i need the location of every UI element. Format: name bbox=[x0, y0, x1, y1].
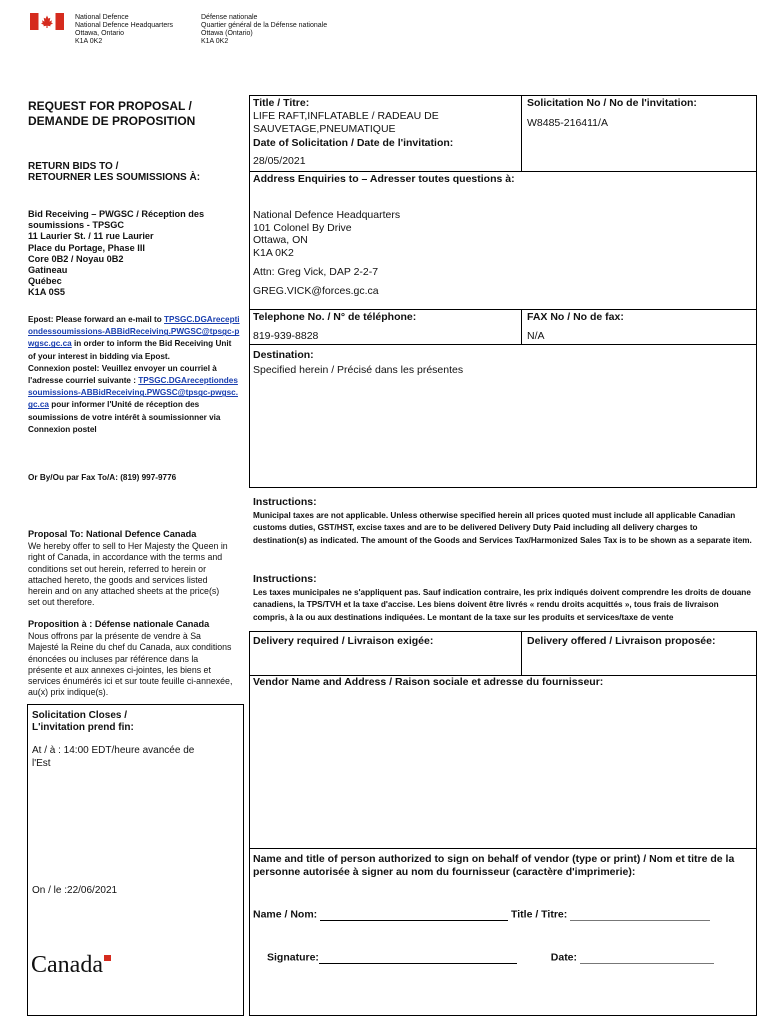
enquiries-line: National Defence Headquarters bbox=[253, 209, 401, 221]
closes-date: On / le :22/06/2021 bbox=[32, 885, 118, 896]
proposition-heading: Proposition à : Défense nationale Canada bbox=[28, 619, 210, 629]
epost-block bbox=[28, 314, 240, 436]
contact-email[interactable]: GREG.VICK@forces.gc.ca bbox=[253, 285, 379, 297]
title2-label: Title / Titre: bbox=[511, 908, 568, 921]
solicitation-value: W8485-216411/A bbox=[527, 117, 608, 129]
attn-line: Attn: Greg Vick, DAP 2-2-7 bbox=[253, 266, 379, 278]
title-label: Title / Titre: bbox=[253, 97, 310, 109]
date-field[interactable] bbox=[580, 951, 714, 964]
name-field[interactable] bbox=[320, 908, 508, 921]
title-field[interactable] bbox=[570, 908, 710, 921]
closes-time: At / à : 14:00 EDT/heure avancée de l'Est bbox=[32, 745, 195, 769]
closes-heading: Solicitation Closes / L'invitation prend fin: bbox=[32, 710, 134, 733]
signature-row bbox=[267, 951, 757, 964]
date-label: Date of Solicitation / Date de l'invitation: bbox=[253, 137, 454, 149]
bid-receiving-address: Bid Receiving – PWGSC / Réception des soumissions - TPSGC 11 Laurier St. / 11 rue Laurier Place du Portage, Phase III Core 0B2 / Noyau 0B2 Gatineau Québec K1A 0S5 bbox=[28, 209, 205, 298]
telephone-value: 819-939-8828 bbox=[253, 330, 319, 342]
instructions-en: Municipal taxes are not applicable. Unless otherwise specified herein all prices quoted must include all applicable Canadian customs duties, GST/HST, excise taxes and are to be delivered Delivery Duty Paid including all delivery charges to destination(s) as indicated. The amount of the Goods and Services Tax/Harmonized Sales Tax is to be shown as a separate item. bbox=[253, 511, 752, 545]
title-value: LIFE RAFT,INFLATABLE / RADEAU DE SAUVETAGE,PNEUMATIQUE bbox=[253, 110, 439, 135]
destination-value: Specified herein / Précisé dans les présentes bbox=[253, 364, 464, 376]
enquiries-line: 101 Colonel By Drive bbox=[253, 221, 352, 234]
delivery-offered-label: Delivery offered / Livraison proposée: bbox=[527, 635, 716, 647]
wordmark-flag-icon bbox=[104, 955, 111, 961]
date2-label: Date: bbox=[550, 951, 578, 964]
faxno-value: N/A bbox=[527, 330, 545, 342]
canada-wordmark bbox=[31, 952, 111, 979]
enquiries-line: Ottawa, ON bbox=[253, 234, 308, 246]
telephone-label: Telephone No. / N° de téléphone: bbox=[253, 311, 417, 323]
solicitation-label: Solicitation No / No de l'invitation: bbox=[527, 97, 697, 109]
proposal-heading: Proposal To: National Defence Canada bbox=[28, 529, 197, 539]
enquiries-label: Address Enquiries to – Adresser toutes questions à: bbox=[253, 173, 515, 185]
enquiries-line: K1A 0K2 bbox=[253, 246, 294, 259]
connexion-after: pour informer l'Unité de réception des soumissions de votre intérêt à soumissionner via Connexion postel bbox=[28, 400, 221, 434]
fax-line: Or By/Ou par Fax To/A: (819) 997-9776 bbox=[28, 473, 177, 482]
faxno-label: FAX No / No de fax: bbox=[527, 311, 624, 323]
epost-intro: Epost: Please forward an e-mail to bbox=[28, 315, 162, 324]
proposition-text: Nous offrons par la présente de vendre à Sa Majesté la Reine du chef du Canada, aux conditions énoncées ou incluses par référence dans la présente et aux annexes ci-jointes, les biens et services énumérés ici et sur toute feuille ci-annexée, au(x) prix indique(s). bbox=[28, 631, 233, 698]
header-en bbox=[75, 14, 195, 46]
name-row bbox=[253, 908, 753, 921]
instructions-label-fr: Instructions: bbox=[253, 573, 317, 585]
canada-wordmark-text: Canada bbox=[31, 952, 103, 978]
signature-field[interactable] bbox=[319, 951, 517, 964]
canada-flag-icon bbox=[30, 13, 64, 30]
connexion-email-link[interactable]: TPSGC.DGAreceptiondessoumissions-ABBidReceiving.PWGSC@tpsgc-pwgsc.gc.ca bbox=[28, 376, 238, 410]
destination-label: Destination: bbox=[253, 349, 314, 361]
enquiries-address bbox=[253, 209, 400, 259]
delivery-required-label: Delivery required / Livraison exigée: bbox=[253, 635, 434, 647]
header-en-line: National Defence Headquarters bbox=[75, 22, 174, 29]
connexion-intro: Connexion postel: Veuillez envoyer un courriel à l'adresse courriel suivante : bbox=[28, 363, 217, 386]
authorized-label: Name and title of person authorized to sign on behalf of vendor (type or print) / Nom et titre de la personne autorisée à signer au nom du fournisseur (caractère d'imprimerie): bbox=[253, 853, 735, 878]
header-fr-line: Défense nationale bbox=[201, 14, 258, 21]
solicitation-closes-box bbox=[27, 704, 244, 1016]
date-value: 28/05/2021 bbox=[253, 155, 306, 167]
header-fr bbox=[201, 14, 381, 46]
instructions-fr: Les taxes municipales ne s'appliquent pas. Sauf indication contraire, les prix indiqués doivent comprendre les droits de douane canadiens, la TPS/TVH et la taxe d'accise. Les biens doivent être livrés « rendu droits acquittés », tous frais de livraison compris, à la ou aux destinations indiquées. Le montant de la taxe sur les produits et services/taxe de vente bbox=[253, 588, 751, 622]
header-en-line: National Defence bbox=[75, 14, 129, 21]
rfp-title: REQUEST FOR PROPOSAL / DEMANDE DE PROPOSITION bbox=[28, 99, 196, 128]
signature-label: Signature: bbox=[267, 951, 319, 964]
epost-email-link[interactable]: TPSGC.DGAreceptiondessoumissions-ABBidReceiving.PWGSC@tpsgc-pwgsc.gc.ca bbox=[28, 315, 240, 349]
header-fr-line: Ottawa (Ontario) bbox=[201, 30, 253, 37]
epost-after: in order to inform the Bid Receiving Unit of your interest in bidding via Epost. bbox=[28, 339, 232, 361]
header-en-line: K1A 0K2 bbox=[75, 38, 103, 45]
return-bids-heading: RETURN BIDS TO / RETOURNER LES SOUMISSIONS À: bbox=[28, 161, 201, 183]
header-en-line: Ottawa, Ontario bbox=[75, 30, 125, 37]
vendor-label: Vendor Name and Address / Raison sociale et adresse du fournisseur: bbox=[253, 676, 604, 688]
header-fr-line: K1A 0K2 bbox=[201, 38, 229, 45]
name-label: Name / Nom: bbox=[253, 908, 318, 921]
instructions-label-en: Instructions: bbox=[253, 496, 317, 508]
proposal-text: We hereby offer to sell to Her Majesty the Queen in right of Canada, in accordance with the terms and conditions set out herein, referred to herein or attached hereto, the goods and services listed herein and on any attached sheets at the price(s) set out therefore. bbox=[28, 541, 228, 608]
header-fr-line: Quartier général de la Défense nationale bbox=[201, 22, 328, 29]
